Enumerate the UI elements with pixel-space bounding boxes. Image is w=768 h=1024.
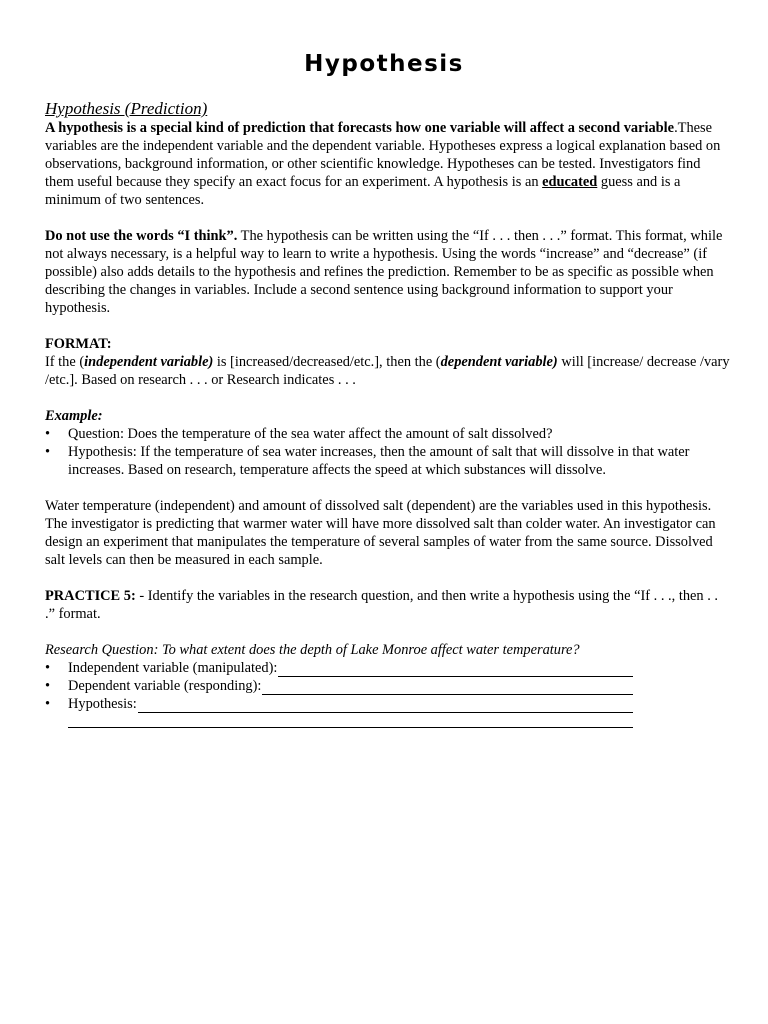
section-heading: Hypothesis (Prediction) [45,99,208,118]
practice-label: PRACTICE 5: [45,588,136,604]
definition-paragraph: A hypothesis is a special kind of prediction that forecasts how one variable will affect a second variable.These variables are the independent variable and the dependent variable. Hypotheses express a logical explanation based on observations, background information, or other scientific knowledge. Hypotheses can be tested. Investigators find them useful because they specify an exact focus for an experiment. A hypothesis is an educated guess and is a minimum of two sentences. [45,120,721,208]
example-label: Example: [45,408,103,424]
dependent-variable-blank[interactable] [262,680,633,695]
worksheet-content [45,99,730,728]
example-list [45,425,730,479]
list-item: • Question: Does the temperature of the sea water affect the amount of salt dissolved? [45,425,730,443]
independent-variable-label: • Independent variable (manipulated): [68,660,278,676]
page-title: Hypothesis [304,51,464,77]
definition-lead: A hypothesis is a special kind of prediction that forecasts how one variable will affect a second variable [45,120,675,136]
i-think-paragraph: Do not use the words “I think”. The hypothesis can be written using the “If . . . then . . .” format. This format, while not always necessary, is a helpful way to learn to write a hypothesis. Using the words “increase” and “decrease” (if possible) also adds details to the hypothesis and refines the prediction. Remember to be as specific as possible when describing the changes in variables. Include a second sentence using background information to support your hypothesis. [45,228,723,316]
list-item [45,677,730,695]
dependent-variable-term: dependent variable) [440,354,558,370]
definition-body: These variables are the independent variable and the dependent variable. Hypotheses express a logical explanation based on observations, background information, or other scientific knowledge. Hypotheses can be tested. Investigators find them useful because they specify an exact focus for an experiment. A hypothesis is an [45,120,721,190]
independent-variable-term: independent variable) [84,354,214,370]
format-template: If the (independent variable) is [increased/decreased/etc.], then the (dependent variable) will [increase/ decrease /vary /etc.]. Based on research . . . or Research indicates . . . [45,354,730,388]
research-question: Research Question: To what extent does the depth of Lake Monroe affect water temperature? [45,642,580,658]
practice-prompt: PRACTICE 5: - Identify the variables in the research question, and then write a hypothesis using the “If . . ., then . . .” format. [45,588,719,622]
independent-variable-blank[interactable] [278,662,633,677]
hypothesis-blank-continued[interactable] [68,713,633,728]
dependent-variable-label: • Dependent variable (responding): [68,678,262,694]
format-label: FORMAT: [45,336,112,352]
list-item [45,695,730,713]
hypothesis-blank[interactable] [138,698,633,713]
hypothesis-label: • Hypothesis: [68,696,137,712]
answer-list [45,659,730,713]
example-explanation: Water temperature (independent) and amount of dissolved salt (dependent) are the variables used in this hypothesis. The investigator is predicting that warmer water will have more dissolved salt than colder water. An investigator can design an experiment that manipulates the temperature of several samples of water from the same source. Dissolved salt levels can then be measured in each sample. [45,498,716,568]
list-item [45,659,730,677]
list-item: • Hypothesis: If the temperature of sea water increases, then the amount of salt that will dissolve in that water increases. Based on research, temperature affects the speed at which substances will dissolve. [45,443,730,479]
i-think-warning: Do not use the words “I think”. [45,228,238,244]
educated-word: educated [542,174,598,190]
